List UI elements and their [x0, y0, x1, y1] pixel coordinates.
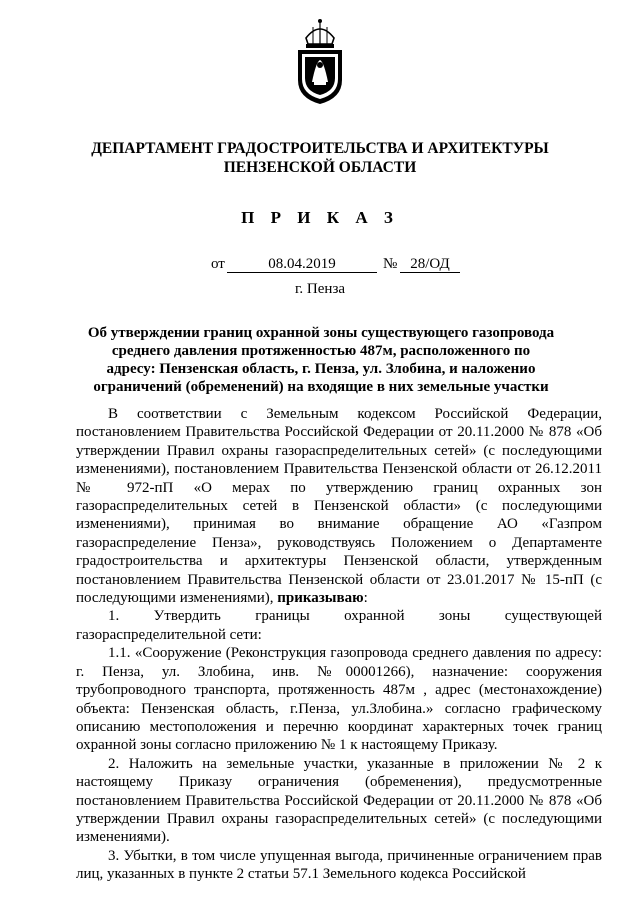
number-label: № — [383, 256, 398, 272]
item-1: 1. Утвердить границы охранной зоны существующей газораспределительной сети: — [76, 608, 602, 643]
order-body — [76, 405, 602, 884]
coat-of-arms-emblem — [292, 18, 348, 106]
order-colon: : — [363, 590, 368, 607]
city-label: г. Пенза — [294, 281, 346, 297]
item-3: 3. Убытки, в том числе упущенная выгода, причиненные ограничением прав лиц, указанных в пункте 2 статьи 57.1 Земельного кодекса Российской — [76, 847, 602, 883]
department-name-line2: ПЕНЗЕНСКОЙ ОБЛАСТИ — [223, 159, 417, 176]
item-2: 2. Наложить на земельные участки, указанные в приложении № 2 к настоящему Приказу ограничения (обременения), предусмотренные постановлением Правительства Российской Федерации от 20.11.2000 № 878 «Об утверждении Правил охраны газораспределительных сетей» (с последующими изменениями). — [76, 755, 602, 846]
order-date: 08.04.2019 — [227, 256, 377, 273]
date-label: от — [211, 256, 225, 272]
order-subject: Об утверждении границ охранной зоны существующего газопровода среднего давления протяженностью 487м, расположенного по адресу: Пензенская область, г. Пенза, ул. Злобина, и наложенио ограничений (обременений) на входящие в них земельные участки — [87, 325, 555, 395]
preamble-paragraph — [76, 405, 602, 607]
preamble-text: В соответствии с Земельным кодексом Российской Федерации, постановлением Правительства Российской Федерации от 20.11.2000 № 878 «Об утверждении Правил охраны газораспределительных сетей» (с последующими изменениями), постановлением Правительства Пензенской области от 26.12.2011 № 972-пП «О мерах по утверждению границ охранных зон газораспределительных сетей в Пензенской области» (с последующими изменениями), принимая во внимание обращение АО «Газпром газораспределение Пенза», руководствуясь Положением о Департаменте градостроительства и архитектуры Пензенской области, утвержденным постановлением Правительства Пензенской области от 23.01.2017 № 15-пП (с последующими изменениями), — [76, 406, 602, 607]
item-1-1: 1.1. «Сооружение (Реконструкция газопровода среднего давления по адресу: г. Пенза, ул. Злобина, инв. №00001266), назначение: сооружения трубопроводного транспорта, протяженность 487м , адрес (местонахождение) объекта: Пензенская область, г.Пенза, ул.Злобина.» согласно графическому описанию местоположения и перечню координат характерных точек границ охранной зоны согласно приложению № 1 к настоящему Приказу. — [76, 645, 602, 754]
document-type-heading: П Р И К А З — [241, 208, 399, 227]
department-name-line1: ДЕПАРТАМЕНТ ГРАДОСТРОИТЕЛЬСТВА И АРХИТЕКТУРЫ — [91, 140, 549, 157]
order-word: приказываю — [277, 590, 364, 607]
order-number: 28/ОД — [400, 256, 460, 273]
